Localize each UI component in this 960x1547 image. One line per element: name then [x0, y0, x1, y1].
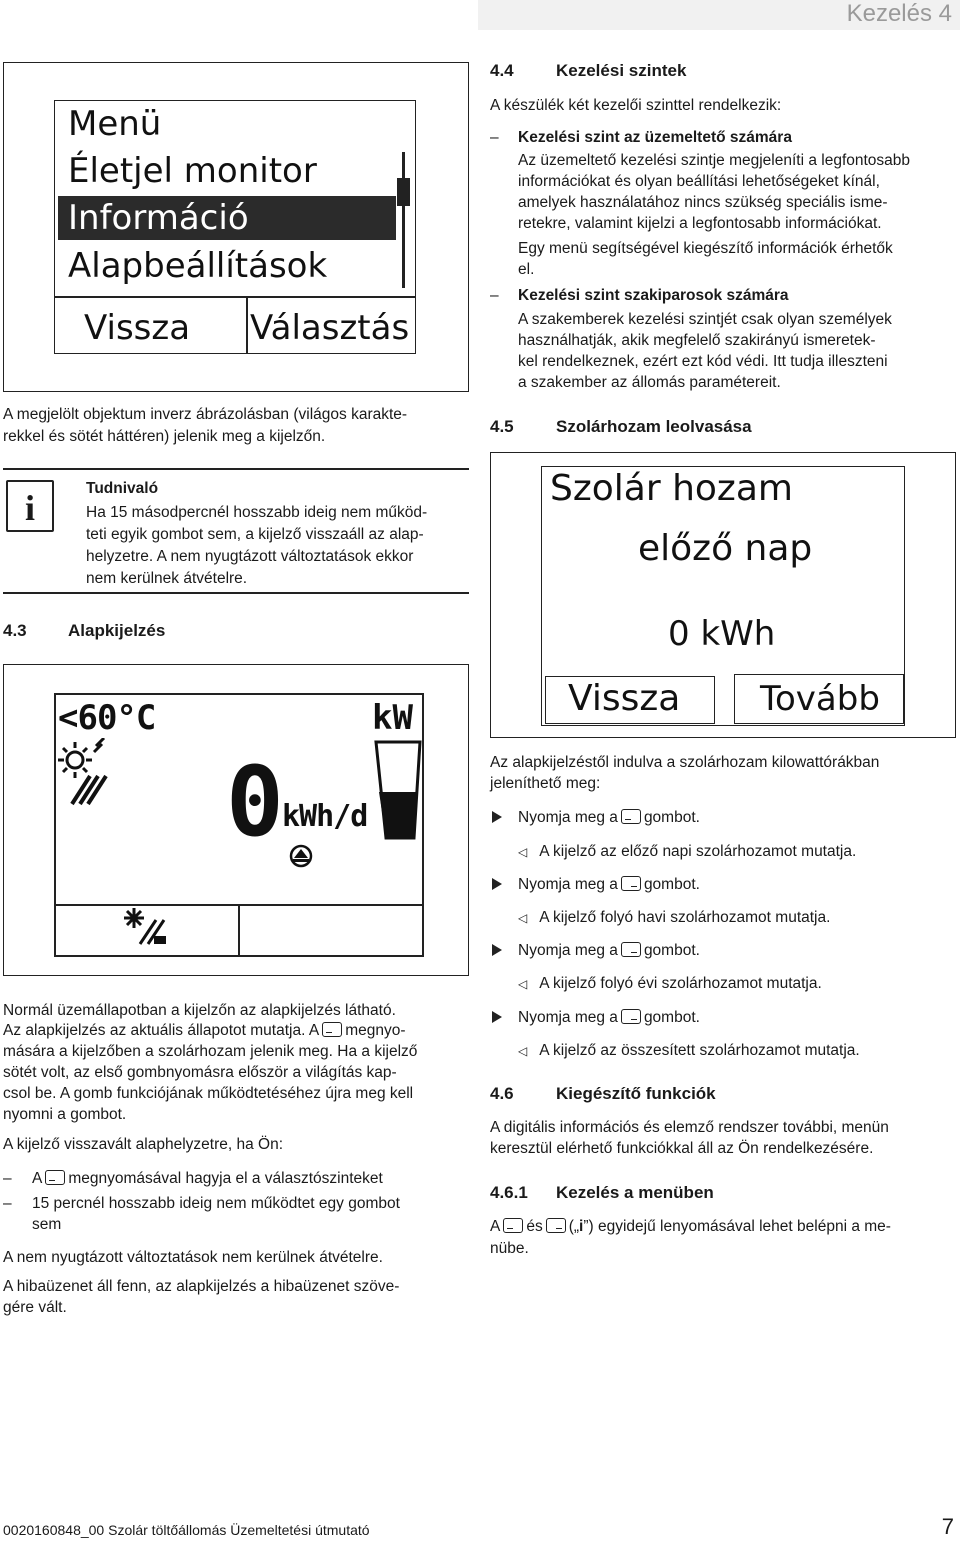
section-4-6-1-text-d: ”) egyidejű lenyomásával lehet belépni a me- [583, 1218, 891, 1235]
menu-button-vissza: Vissza [84, 308, 191, 348]
left-button-icon [322, 1022, 342, 1037]
step-1 [492, 807, 700, 828]
step-3 [492, 940, 700, 961]
dash-2-line-2: sem [32, 1216, 62, 1233]
section-4-6-1-text-i: i [579, 1218, 584, 1235]
level-1-title: Kezelési szint az üzemeltető számára [518, 129, 792, 146]
solar-yield-icon [122, 906, 170, 946]
level-2-title: Kezelési szint szakiparosok számára [518, 287, 789, 304]
result-triangle-icon: ◁ [518, 911, 528, 925]
step-2 [492, 874, 700, 895]
section-4-6-1-text-a: A [490, 1218, 501, 1235]
para-1-line-5: csol be. A gomb funkciójának működtetéséhez újra meg kell [3, 1085, 414, 1102]
action-arrow-icon [492, 811, 502, 823]
dash-2-line-1: 15 percnél hosszabb ideig nem működtet egy gombot [32, 1195, 400, 1212]
right-button-icon [621, 876, 641, 891]
solar-button-vissza: Vissza [568, 678, 681, 719]
result-4 [518, 1040, 860, 1062]
solar-line-2: előző nap [638, 528, 813, 569]
left-button-icon [45, 1170, 65, 1185]
tip-top-rule [3, 468, 469, 470]
section-4-6-1-text-c: („ [568, 1218, 580, 1235]
solar-button-tovabb: Tovább [760, 679, 880, 719]
level-2-line-4: a szakember az állomás paramétereit. [518, 374, 781, 391]
step-2-text-b: gombot. [643, 876, 700, 893]
section-4-6-1-text-b: és [526, 1218, 543, 1235]
result-triangle-icon: ◁ [518, 977, 528, 991]
basic-value-unit: kWh/d [282, 799, 368, 834]
left-button-icon [621, 809, 641, 824]
section-4-3-number: 4.3 [3, 621, 27, 640]
section-4-6-1-line-2: nübe. [490, 1240, 529, 1257]
basic-temp-readout: <60°C [58, 698, 156, 738]
menu-scrollbar-thumb [397, 178, 410, 206]
right-button-icon [546, 1218, 566, 1233]
pump-icon [286, 844, 316, 868]
footer-doc-title: 0020160848_00 Szolár töltőállomás Üzemeltetési útmutató [3, 1522, 370, 1538]
section-4-4-title: Kezelési szintek [556, 61, 687, 80]
menu-item-eletjel: Életjel monitor [68, 151, 317, 191]
para-1-line-3: mására a kijelzőben a szolárhozam jelenik meg. Ha a kijelző [3, 1043, 418, 1060]
step-1-text-b: gombot. [643, 809, 700, 826]
menu-item-menu: Menü [68, 104, 162, 144]
solar-line-1: Szolár hozam [550, 468, 793, 509]
basic-value: 0 [226, 746, 284, 858]
basic-unit-kw: kW [372, 698, 413, 738]
section-4-6-title: Kiegészítő funkciók [556, 1084, 716, 1103]
section-4-6-1-line-1 [490, 1216, 891, 1237]
solar-value: 0 kWh [668, 614, 776, 654]
menu-scrollbar-track [402, 152, 405, 288]
footer-page-number: 7 [941, 1514, 954, 1539]
info-icon [6, 480, 54, 532]
left-button-icon [503, 1218, 523, 1233]
section-4-6-1-number: 4.6.1 [490, 1183, 528, 1202]
dash-1-text-a: A [32, 1170, 43, 1187]
tip-line-3: helyzetre. A nem nyugtázott változtatások ekkor [86, 548, 414, 565]
level-2-line-2: használhatják, akik megfelelő szakirányú ismeretek- [518, 332, 876, 349]
section-4-4-number: 4.4 [490, 61, 514, 80]
chapter-title: Kezelés 4 [846, 0, 952, 27]
info-icon-glyph: i [24, 488, 35, 528]
level-1-line-4: retekre, valamint kijelzi a legfontosabb információkat. [518, 215, 882, 232]
tip-line-1: Ha 15 másodpercnél hosszabb ideig nem működ- [86, 504, 428, 521]
figure-caption-line-1: A megjelölt objektum inverz ábrázolásban (világos karakte- [3, 406, 408, 423]
level-2-line-1: A szakemberek kezelési szintjét csak olyan személyek [518, 311, 892, 328]
solar-intro-line-2: jeleníthető meg: [490, 775, 601, 792]
tip-line-4: nem kerülnek átvételre. [86, 570, 248, 587]
level-1-line-5: Egy menü segítségével kiegészítő információk érhetők [518, 240, 893, 257]
tip-bottom-rule [3, 592, 469, 594]
result-triangle-icon: ◁ [518, 845, 528, 859]
step-2-text-a: Nyomja meg a [518, 876, 618, 893]
level-1-line-3: amelyek használatához nincs szükség speciális isme- [518, 194, 888, 211]
step-1-text-a: Nyomja meg a [518, 809, 618, 826]
step-4-text-a: Nyomja meg a [518, 1009, 618, 1026]
para-1-line-1: Normál üzemállapotban a kijelzőn az alapkijelzés látható. [3, 1002, 396, 1019]
result-1 [518, 841, 856, 863]
section-4-6-line-1: A digitális információs és elemző rendszer további, menün [490, 1119, 889, 1136]
section-4-5-number: 4.5 [490, 417, 514, 436]
result-3 [518, 973, 822, 995]
menu-item-alapbeallitasok: Alapbeállítások [68, 246, 328, 286]
solar-intro-line-1: Az alapkijelzéstől indulva a szolárhozam kilowattórákban [490, 754, 880, 771]
dash-1-bullet: – [3, 1170, 12, 1187]
dash-2-bullet: – [3, 1195, 12, 1212]
level-1-line-6: el. [518, 261, 535, 278]
result-2-text: A kijelző folyó havi szolárhozamot mutatja. [539, 909, 831, 926]
dash-1-text-b: megnyomásával hagyja el a választószinteket [68, 1170, 383, 1187]
para-1-line-2 [3, 1020, 406, 1041]
result-1-text: A kijelző az előző napi szolárhozamot mutatja. [539, 843, 857, 860]
action-arrow-icon [492, 944, 502, 956]
menu-button-split [246, 298, 248, 354]
step-3-text-b: gombot. [643, 942, 700, 959]
right-button-icon [621, 1009, 641, 1024]
result-2 [518, 907, 830, 929]
tip-title: Tudnivaló [86, 480, 159, 497]
step-3-text-a: Nyomja meg a [518, 942, 618, 959]
step-4-text-b: gombot. [643, 1009, 700, 1026]
basic-button-split [238, 904, 240, 957]
section-4-5-title: Szolárhozam leolvasása [556, 417, 752, 436]
result-triangle-icon: ◁ [518, 1044, 528, 1058]
level-1-line-1: Az üzemeltető kezelési szintje megjeleníti a legfontosabb [518, 152, 911, 169]
level-1-bullet: – [490, 129, 499, 146]
para-1-line-6: nyomni a gombot. [3, 1106, 127, 1123]
level-2-bullet: – [490, 287, 499, 304]
figure-caption-line-2: rekkel és sötét háttéren) jelenik meg a kijelzőn. [3, 428, 326, 445]
section-4-6-line-2: keresztül elérhető funkciókkal áll az Ön rendelkezésére. [490, 1140, 874, 1157]
section-4-3-title: Alapkijelzés [68, 621, 166, 640]
menu-button-divider [54, 296, 416, 298]
para-4-line-2: gére vált. [3, 1299, 67, 1316]
para-2: A kijelző visszavált alaphelyzetre, ha Ön: [3, 1136, 283, 1153]
levels-intro: A készülék két kezelői szinttel rendelkezik: [490, 97, 782, 114]
level-1-line-2: információkat és olyan beállítási lehetőségeket kínál, [518, 173, 880, 190]
para-1-line-2-text: Az alapkijelzés az aktuális állapotot mutatja. A [3, 1022, 320, 1039]
storage-level-icon [374, 740, 422, 840]
menu-button-valasztas: Választás [250, 308, 410, 348]
action-arrow-icon [492, 878, 502, 890]
action-arrow-icon [492, 1011, 502, 1023]
section-4-6-number: 4.6 [490, 1084, 514, 1103]
dash-1 [32, 1168, 383, 1189]
result-4-text: A kijelző az összesített szolárhozamot mutatja. [539, 1042, 860, 1059]
para-1-line-2-end: megnyo- [345, 1022, 406, 1039]
tip-line-2: teti egyik gombot sem, a kijelző visszaáll az alap- [86, 526, 424, 543]
result-3-text: A kijelző folyó évi szolárhozamot mutatja. [539, 975, 822, 992]
para-1-line-4: sötét volt, az első gombnyomásra először a világítás kap- [3, 1064, 397, 1081]
para-3: A nem nyugtázott változtatások nem kerülnek átvételre. [3, 1249, 383, 1266]
section-4-6-1-title: Kezelés a menüben [556, 1183, 714, 1202]
right-button-icon [621, 942, 641, 957]
collector-icon [68, 770, 108, 806]
menu-item-informacio-selected: Információ [68, 198, 249, 238]
para-4-line-1: A hibaüzenet áll fenn, az alapkijelzés a hibaüzenet szöve- [3, 1278, 400, 1295]
level-2-line-3: kel rendelkeznek, ezért ezt kód védi. Itt tudja illeszteni [518, 353, 888, 370]
step-4 [492, 1007, 700, 1028]
